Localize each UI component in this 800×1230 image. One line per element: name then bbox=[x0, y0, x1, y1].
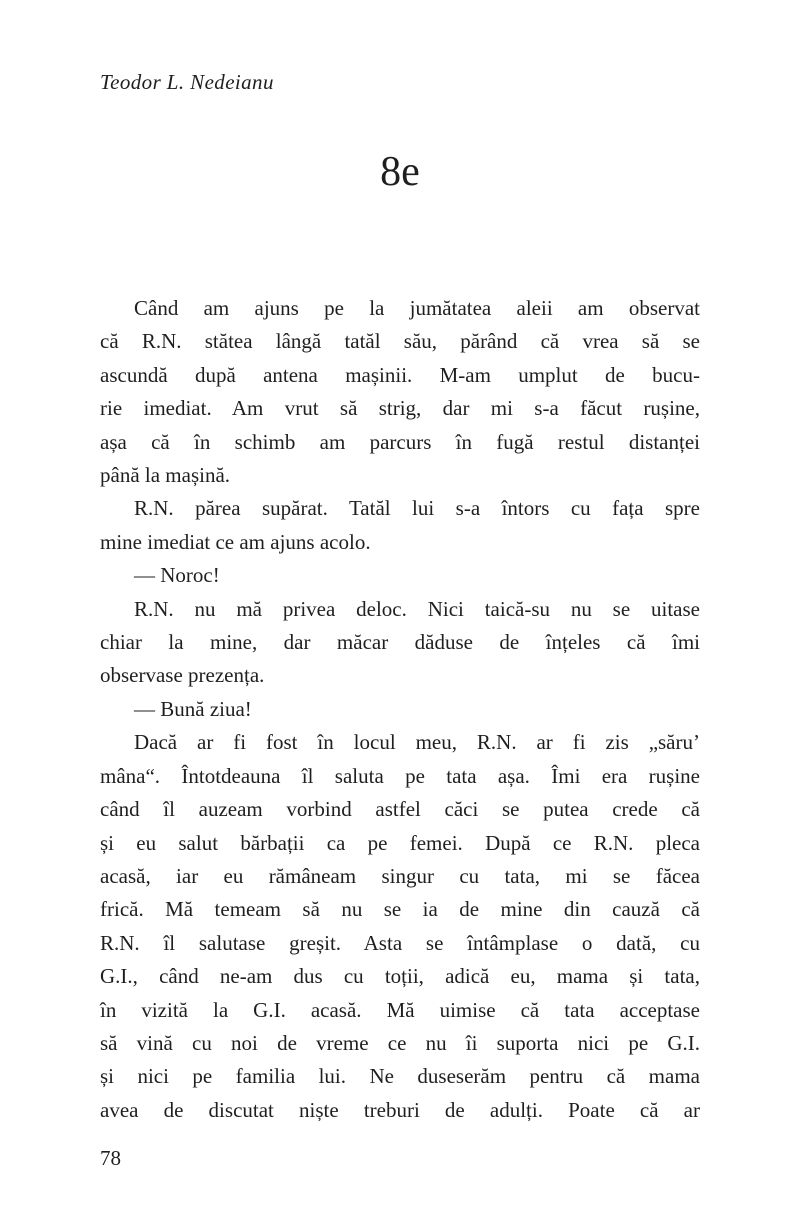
text-line: avea de discutat niște treburi de adulți. Poate că ar bbox=[100, 1097, 700, 1122]
text-line: și nici pe familia lui. Ne duseserăm pentru că mama bbox=[100, 1064, 700, 1089]
dialogue-paragraph bbox=[100, 559, 700, 592]
text-line: R.N. îl salutase greșit. Asta se întâmplase o dată, cu bbox=[100, 930, 700, 955]
running-header: Teodor L. Nedeianu bbox=[100, 70, 274, 94]
text-line: până la mașină. bbox=[100, 463, 231, 488]
text-line: și eu salut bărbații ca pe femei. După ce R.N. pleca bbox=[100, 830, 700, 855]
text-line: ascundă după antena mașinii. M-am umplut de bucu- bbox=[100, 362, 700, 387]
body-text bbox=[100, 292, 700, 1127]
page-number: 78 bbox=[100, 1146, 121, 1170]
chapter-heading: 8e bbox=[380, 149, 420, 195]
text-line: rie imediat. Am vrut să strig, dar mi s-a făcut rușine, bbox=[100, 396, 700, 421]
text-line: acasă, iar eu rămâneam singur cu tata, mi se făcea bbox=[100, 863, 700, 888]
text-line: Când am ajuns pe la jumătatea aleii am observat bbox=[134, 296, 700, 320]
text-line: R.N. părea supărat. Tatăl lui s-a întors cu fața spre bbox=[134, 496, 700, 521]
text-line: Dacă ar fi fost în locul meu, R.N. ar fi zis „săru’ bbox=[134, 730, 700, 755]
text-line: mâna“. Întotdeauna îl saluta pe tata așa. Îmi era rușine bbox=[100, 763, 700, 788]
text-line: — Bună ziua! bbox=[134, 696, 252, 721]
text-line: G.I., când ne-am dus cu toții, adică eu, mama și tata, bbox=[100, 964, 700, 989]
text-line: mine imediat ce am ajuns acolo. bbox=[100, 529, 371, 554]
paragraph bbox=[100, 292, 700, 492]
text-line: R.N. nu mă privea deloc. Nici taică-su nu se uitase bbox=[134, 596, 700, 621]
text-line: așa că în schimb am parcurs în fugă restul distanței bbox=[100, 429, 700, 454]
paragraph bbox=[100, 726, 700, 1127]
text-line: chiar la mine, dar măcar dăduse de înțeles că îmi bbox=[100, 630, 700, 655]
text-line: că R.N. stătea lângă tatăl său, părând că vrea să se bbox=[100, 329, 700, 354]
dialogue-paragraph bbox=[100, 693, 700, 726]
text-line: observase prezența. bbox=[100, 663, 265, 688]
text-line: — Noroc! bbox=[134, 563, 220, 588]
text-line: să vină cu noi de vreme ce nu îi suporta nici pe G.I. bbox=[100, 1030, 700, 1055]
paragraph bbox=[100, 492, 700, 559]
text-line: când îl auzeam vorbind astfel căci se putea crede că bbox=[100, 797, 700, 822]
text-line: frică. Mă temeam să nu se ia de mine din cauză că bbox=[100, 897, 700, 922]
paragraph bbox=[100, 593, 700, 693]
text-line: în vizită la G.I. acasă. Mă uimise că tata acceptase bbox=[100, 997, 700, 1022]
